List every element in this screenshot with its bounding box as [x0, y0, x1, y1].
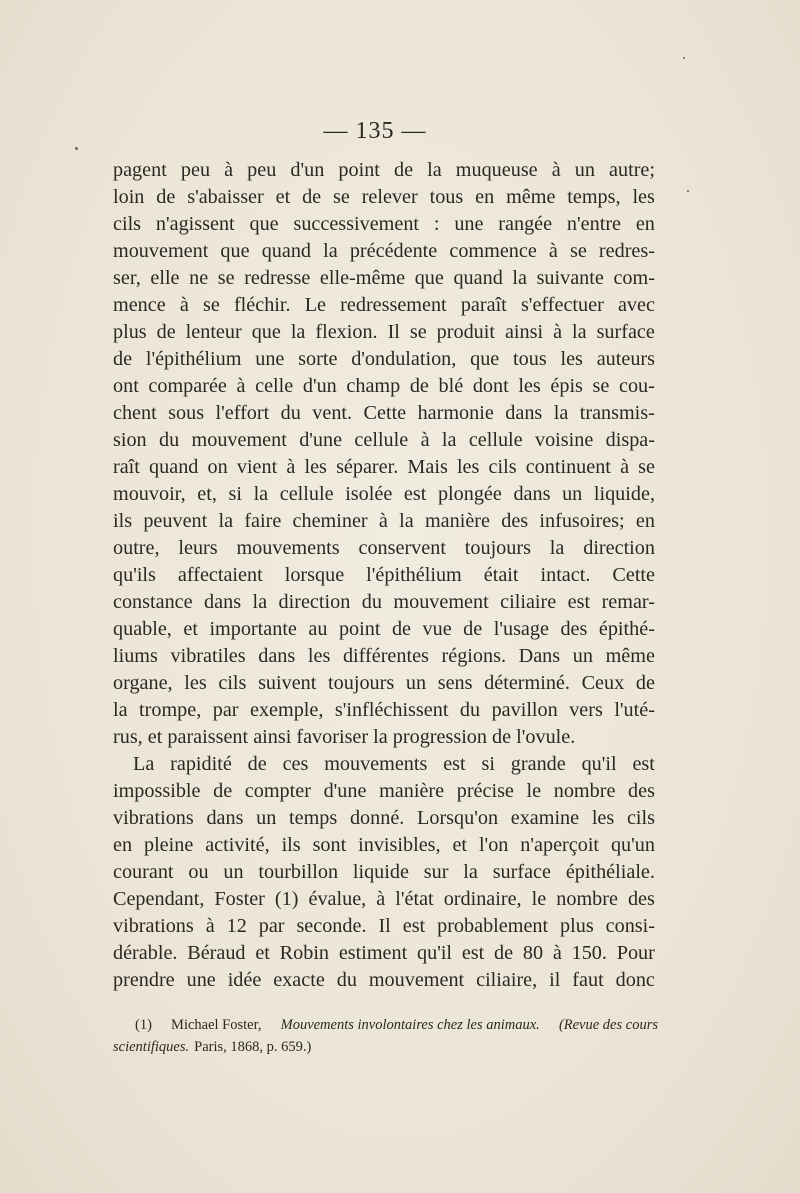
- text-line: mouvement que quand la précédente commence à se redres-: [113, 240, 655, 262]
- text-line: Cependant, Foster (1) évalue, à l'état ordinaire, le nombre des: [113, 888, 655, 910]
- text-line: organe, les cils suivent toujours un sens déterminé. Ceux de: [113, 672, 655, 694]
- text-line: dérable. Béraud et Robin estiment qu'il est de 80 à 150. Pour: [113, 942, 655, 964]
- text-line: mouvoir, et, si la cellule isolée est plongée dans un liquide,: [113, 483, 655, 505]
- text-line: vibrations à 12 par seconde. Il est probablement plus consi-: [113, 915, 655, 937]
- text-line: impossible de compter d'une manière précise le nombre des: [113, 780, 655, 802]
- footnote-rule: [113, 993, 233, 994]
- text-line: pagent peu à peu d'un point de la muqueuse à un autre;: [113, 159, 655, 181]
- text-line: cils n'agissent que successivement : une rangée n'entre en: [113, 213, 655, 235]
- footnote-title: Mouvements involontaires chez les animaux.: [280, 1017, 540, 1033]
- text-line: ser, elle ne se redresse elle-même que quand la suivante com-: [113, 267, 655, 289]
- text-line: chent sous l'effort du vent. Cette harmonie dans la transmis-: [113, 402, 655, 424]
- footnote-author: Michael Foster,: [171, 1017, 262, 1033]
- paper-speck: [687, 190, 689, 192]
- paper-speck: [75, 147, 78, 150]
- body-text: [113, 157, 655, 994]
- text-line: qu'ils affectaient lorsque l'épithélium était intact. Cette: [113, 564, 655, 586]
- text-line: constance dans la direction du mouvement ciliaire est remar-: [113, 591, 655, 613]
- text-line: quable, et importante au point de vue de l'usage des épithé-: [113, 618, 655, 640]
- text-line: liums vibratiles dans les différentes régions. Dans un même: [113, 645, 655, 667]
- text-line: loin de s'abaisser et de se relever tous en même temps, les: [113, 186, 655, 208]
- text-line: sion du mouvement d'une cellule à la cellule voisine dispa-: [113, 429, 655, 451]
- footnote: [113, 1014, 658, 1058]
- text-line: ont comparée à celle d'un champ de blé dont les épis se cou-: [113, 375, 655, 397]
- text-line: raît quand on vient à les séparer. Mais les cils continuent à se: [113, 456, 655, 478]
- text-line: ils peuvent la faire cheminer à la manière des infusoires; en: [113, 510, 655, 532]
- text-line: mence à se fléchir. Le redressement paraît s'effectuer avec: [113, 294, 655, 316]
- text-line: rus, et paraissent ainsi favoriser la progression de l'ovule.: [113, 726, 576, 748]
- footnote-source-open: (Revue des cours: [558, 1017, 658, 1033]
- page-number: — 135 —: [323, 118, 427, 144]
- footnote-marker: (1): [135, 1017, 152, 1033]
- text-line: outre, leurs mouvements conservent toujours la direction: [113, 537, 655, 559]
- footnote-source-close: scientifiques.: [113, 1039, 190, 1055]
- paper-speck: [683, 57, 685, 59]
- text-line: La rapidité de ces mouvements est si grande qu'il est: [133, 753, 655, 775]
- text-line: plus de lenteur que la flexion. Il se produit ainsi à la surface: [113, 321, 655, 343]
- text-line: vibrations dans un temps donné. Lorsqu'on examine les cils: [113, 807, 655, 829]
- footnote-line: [113, 1036, 658, 1058]
- text-line: courant ou un tourbillon liquide sur la surface épithéliale.: [113, 861, 655, 883]
- text-line: en pleine activité, ils sont invisibles, et l'on n'aperçoit qu'un: [113, 834, 655, 856]
- text-line: prendre une idée exacte du mouvement ciliaire, il faut donc: [113, 969, 655, 991]
- text-line: la trompe, par exemple, s'infléchissent du pavillon vers l'uté-: [113, 699, 655, 721]
- footnote-line: [113, 1014, 658, 1036]
- footnote-publication: Paris, 1868, p. 659.): [194, 1039, 312, 1055]
- text-line: de l'épithélium une sorte d'ondulation, que tous les auteurs: [113, 348, 655, 370]
